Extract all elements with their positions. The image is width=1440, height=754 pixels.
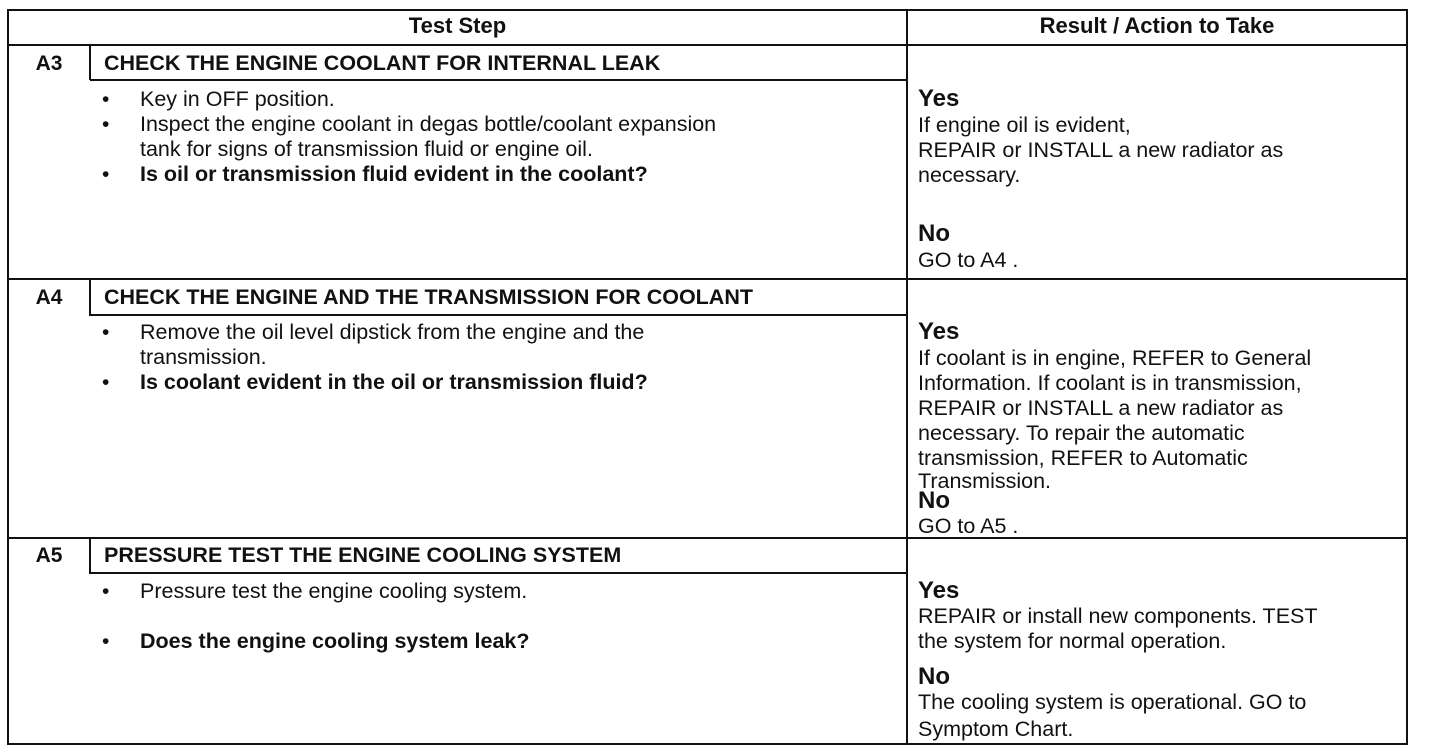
header-divider: [7, 44, 1408, 46]
a5-no-line-1: The cooling system is operational. GO to: [918, 690, 1307, 714]
a4-yes-line-2: Information. If coolant is in transmission,: [918, 371, 1302, 395]
bullet: •: [102, 113, 110, 136]
a4-yes-line-6: Transmission.: [918, 469, 1052, 493]
a3-yes-line-1: If engine oil is evident,: [918, 113, 1131, 137]
step-title-a5: PRESSURE TEST THE ENGINE COOLING SYSTEM: [104, 543, 622, 567]
a3-no-line-1: GO to A4 .: [918, 248, 1019, 272]
a4-yes-line-3: REPAIR or INSTALL a new radiator as: [918, 396, 1284, 420]
a5-yes-label: Yes: [918, 577, 960, 604]
a5-no-line-2: Symptom Chart.: [918, 717, 1074, 741]
step-title-a4: CHECK THE ENGINE AND THE TRANSMISSION FOR COOLANT: [104, 285, 753, 309]
step-a5-question: Does the engine cooling system leak?: [140, 629, 530, 653]
header-result-action: Result / Action to Take: [1039, 13, 1275, 38]
a3-yes-label: Yes: [918, 85, 960, 112]
column-divider: [906, 9, 908, 745]
step-a3-line-3: tank for signs of transmission fluid or engine oil.: [140, 137, 593, 161]
table-border-bottom: [7, 743, 1408, 745]
header-test-step: Test Step: [408, 13, 507, 38]
step-a4-question: Is coolant evident in the oil or transmission fluid?: [140, 370, 648, 394]
bullet: •: [102, 321, 110, 344]
table-border-right: [1406, 9, 1408, 745]
step-a3-line-1: Key in OFF position.: [140, 87, 335, 111]
row-divider-a5-title: [90, 572, 908, 574]
bullet: •: [102, 88, 110, 111]
a4-no-label: No: [918, 487, 950, 514]
bullet: •: [102, 580, 110, 603]
a3-yes-line-2: REPAIR or INSTALL a new radiator as: [918, 138, 1284, 162]
a5-yes-line-1: REPAIR or install new components. TEST: [918, 604, 1318, 628]
step-id-a5: A5: [35, 544, 63, 567]
row-divider-a4: [7, 278, 1408, 280]
a4-yes-line-4: necessary. To repair the automatic: [918, 421, 1245, 445]
step-a5-line-1: Pressure test the engine cooling system.: [140, 579, 528, 603]
bullet: •: [102, 371, 110, 394]
step-id-a3: A3: [35, 52, 63, 75]
table-border-top: [7, 9, 1408, 11]
table-border-left: [7, 9, 9, 745]
row-divider-a4-title: [90, 314, 908, 316]
bullet: •: [102, 630, 110, 653]
row-divider-a3-title: [90, 79, 908, 81]
a5-no-label: No: [918, 663, 950, 690]
step-a3-line-2: Inspect the engine coolant in degas bottle/coolant expansion: [140, 112, 717, 136]
a4-yes-line-5: transmission, REFER to Automatic: [918, 446, 1248, 470]
a4-no-line-1: GO to A5 .: [918, 514, 1019, 538]
row-divider-a5: [7, 537, 1408, 539]
bullet: •: [102, 163, 110, 186]
step-title-a3: CHECK THE ENGINE COOLANT FOR INTERNAL LEAK: [104, 51, 661, 75]
step-a4-line-2: transmission.: [140, 345, 267, 369]
a3-no-label: No: [918, 220, 950, 247]
a4-yes-label: Yes: [918, 318, 960, 345]
step-id-a4: A4: [35, 286, 63, 309]
a4-yes-line-1: If coolant is in engine, REFER to General: [918, 346, 1312, 370]
step-a4-line-1: Remove the oil level dipstick from the engine and the: [140, 320, 645, 344]
a5-yes-line-2: the system for normal operation.: [918, 629, 1227, 653]
step-a3-question: Is oil or transmission fluid evident in the coolant?: [140, 162, 648, 186]
a3-yes-line-3: necessary.: [918, 163, 1021, 187]
